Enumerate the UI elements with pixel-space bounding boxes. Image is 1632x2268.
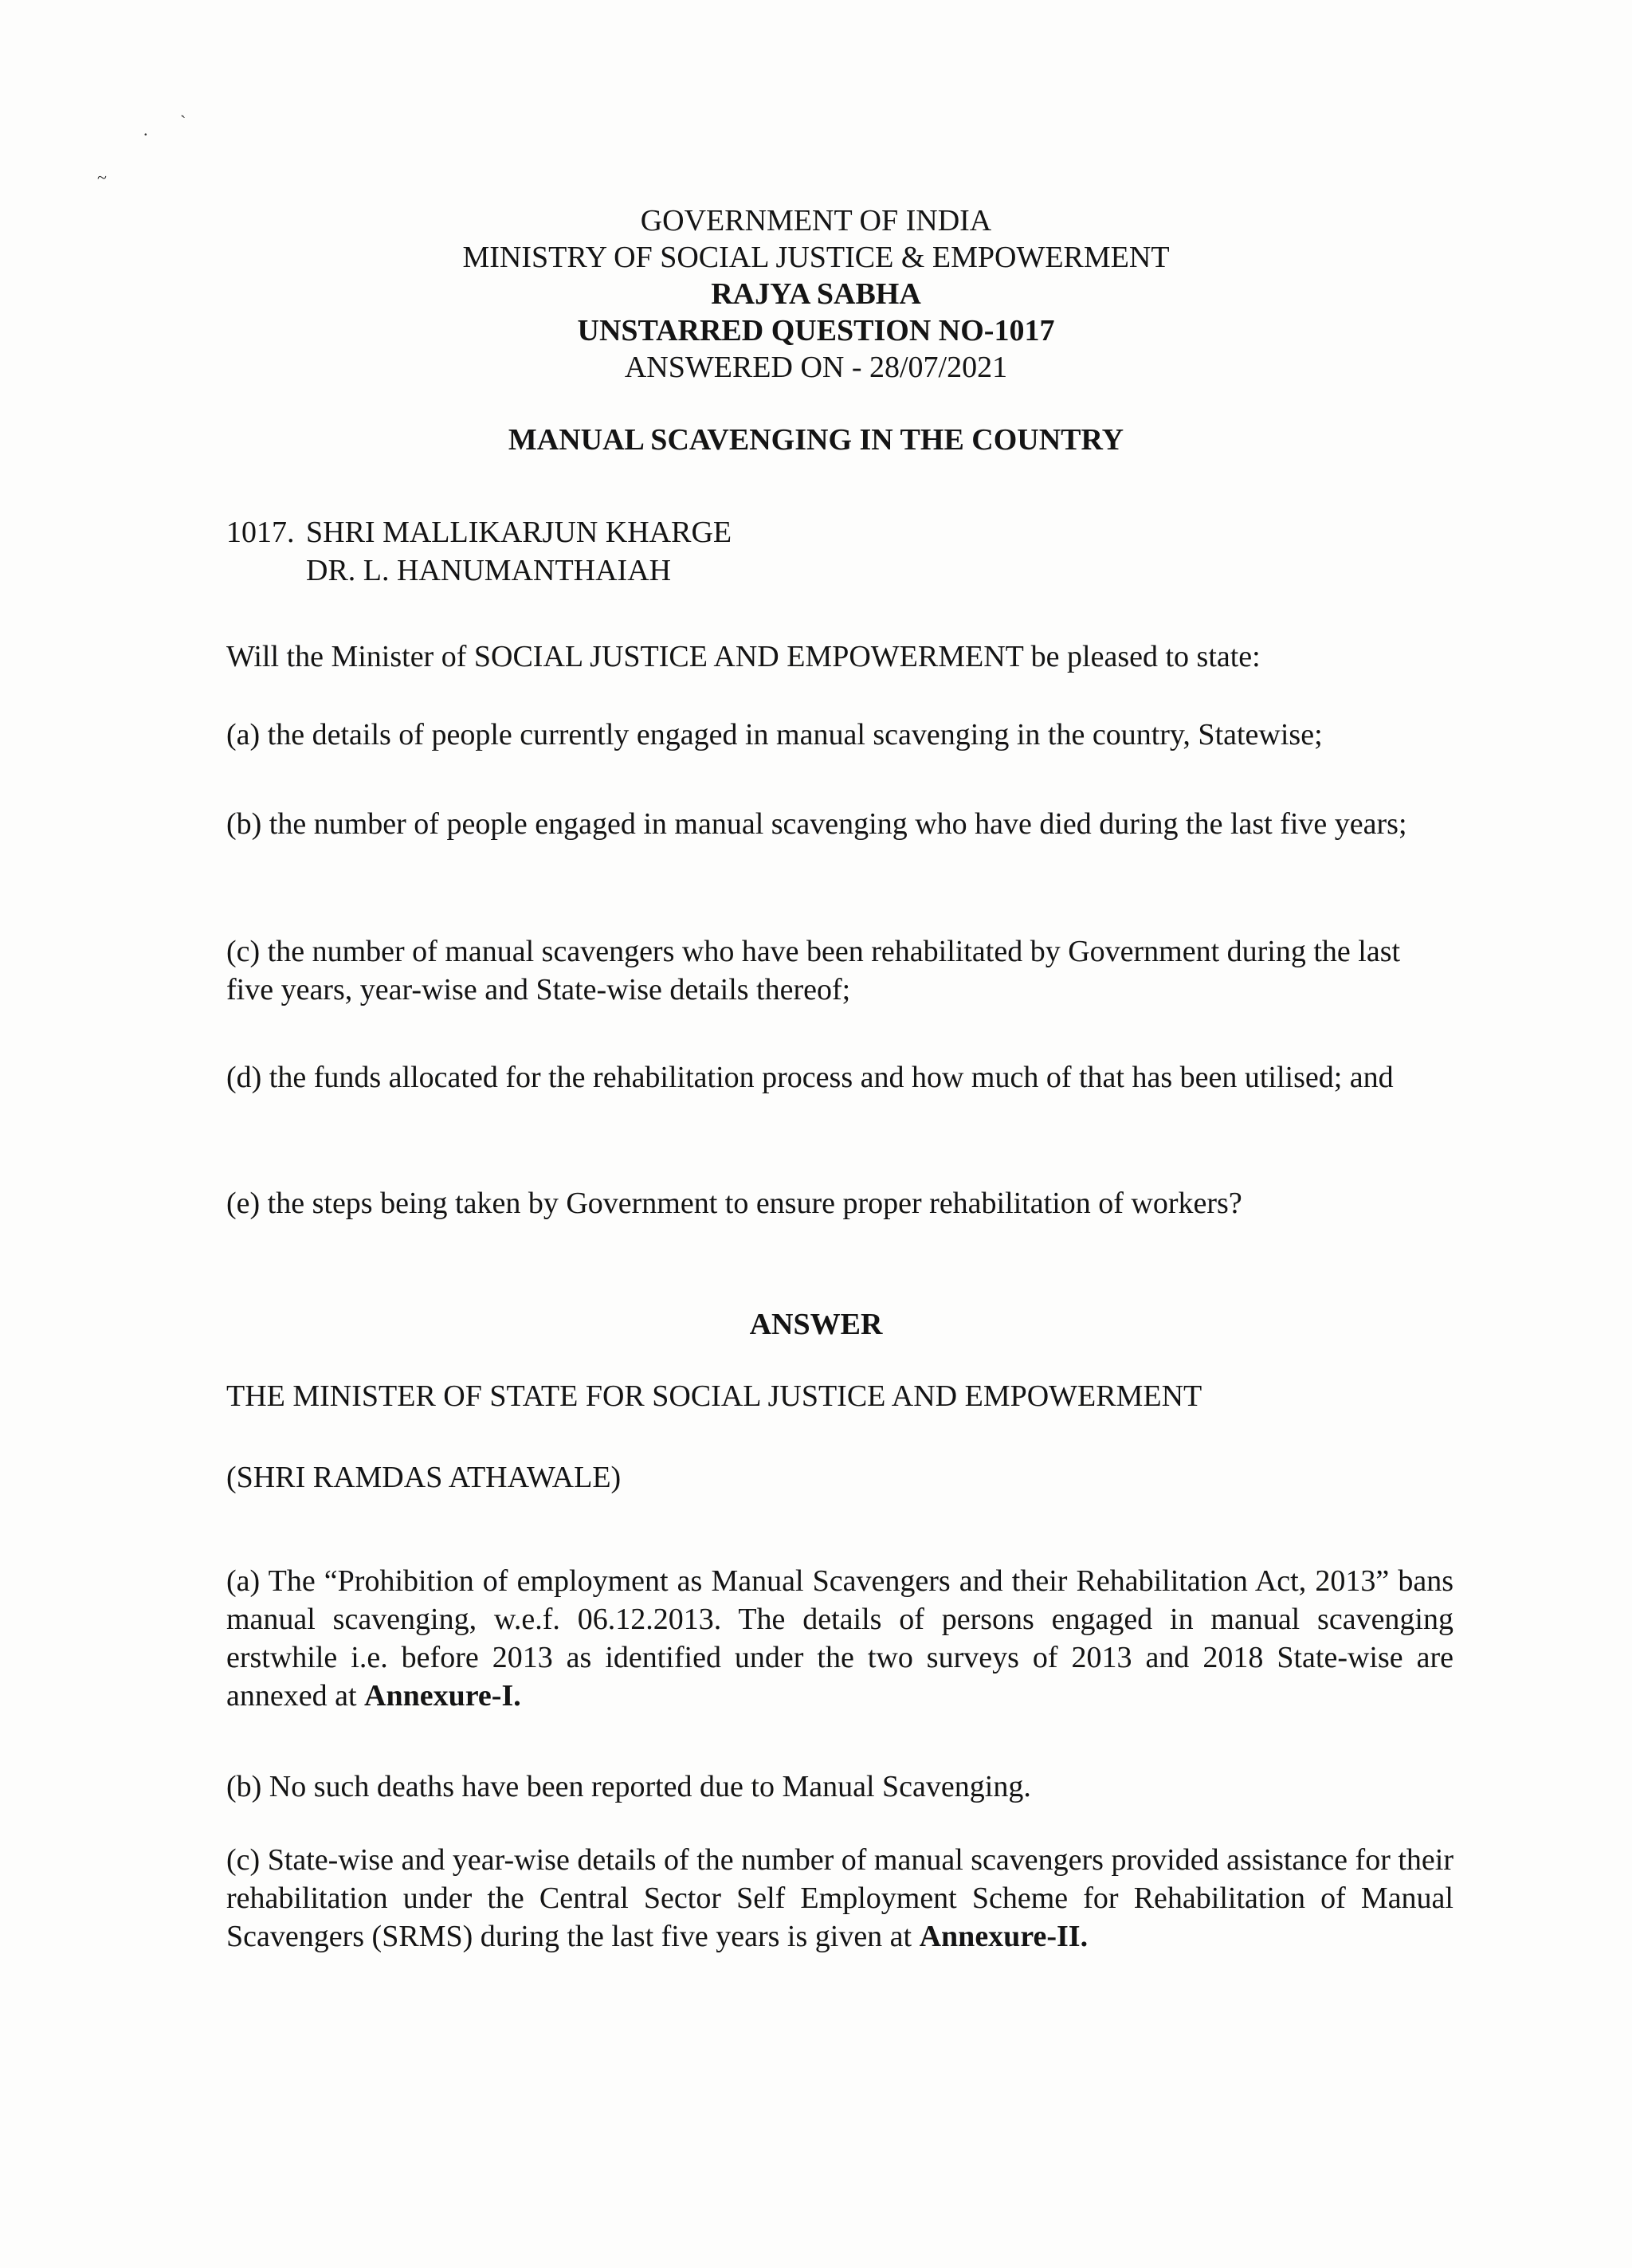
header-government: GOVERNMENT OF INDIA	[640, 204, 992, 237]
header-question-number: UNSTARRED QUESTION NO-1017	[577, 314, 1055, 347]
scan-speck: `	[180, 112, 186, 131]
document-header	[0, 202, 1632, 386]
answer-part-c	[226, 1841, 1454, 1956]
answer-heading: ANSWER	[749, 1308, 883, 1341]
question-part-c: (c) the number of manual scavengers who have been rehabilitated by Government during the last five years, year-wise and State-wise details thereof;	[226, 935, 1401, 1006]
answer-part-b: (b) No such deaths have been reported due to Manual Scavenging.	[226, 1770, 1031, 1803]
minister-title: THE MINISTER OF STATE FOR SOCIAL JUSTICE AND EMPOWERMENT	[226, 1379, 1202, 1413]
header-ministry: MINISTRY OF SOCIAL JUSTICE & EMPOWERMENT	[462, 241, 1170, 274]
answer-c-text: (c) State-wise and year-wise details of the number of manual scavengers provided assistance for their rehabilitation under the Central Sector Self Employment Scheme for Rehabilitation of Manual Scavengers (SRMS) during the last five years is given at	[226, 1843, 1454, 1953]
member-name: DR. L. HANUMANTHAIAH	[306, 554, 672, 587]
member-name: SHRI MALLIKARJUN KHARGE	[306, 516, 732, 549]
header-house: RAJYA SABHA	[711, 277, 921, 311]
question-part-d: (d) the funds allocated for the rehabilitation process and how much of that has been utilised; and	[226, 1061, 1394, 1094]
question-members	[226, 513, 1454, 590]
question-part-e: (e) the steps being taken by Government to ensure proper rehabilitation of workers?	[226, 1187, 1242, 1220]
question-number: 1017.	[226, 516, 295, 549]
answer-c-annexure: Annexure-II.	[919, 1920, 1089, 1953]
scan-speck: ~	[97, 167, 107, 187]
document-title: MANUAL SCAVENGING IN THE COUNTRY	[508, 423, 1124, 457]
minister-name: (SHRI RAMDAS ATHAWALE)	[226, 1461, 622, 1494]
answer-a-annexure: Annexure-I.	[364, 1679, 521, 1713]
scan-speck: .	[143, 120, 148, 139]
answer-part-a	[226, 1562, 1454, 1715]
answer-a-text: (a) The “Prohibition of employment as Manual Scavengers and their Rehabilitation Act, 2013” bans manual scavenging, w.e.f. 06.12.2013. The details of persons engaged in manual scavenging erstwhile i.e. before 2013 as identified under the two surveys of 2013 and 2018 State-wise are annexed at	[226, 1564, 1454, 1713]
question-intro: Will the Minister of SOCIAL JUSTICE AND EMPOWERMENT be pleased to state:	[226, 640, 1261, 673]
header-answered-date: ANSWERED ON - 28/07/2021	[624, 351, 1008, 384]
question-part-b: (b) the number of people engaged in manual scavenging who have died during the last five years;	[226, 807, 1407, 841]
question-part-a: (a) the details of people currently engaged in manual scavenging in the country, Statewise;	[226, 718, 1323, 751]
